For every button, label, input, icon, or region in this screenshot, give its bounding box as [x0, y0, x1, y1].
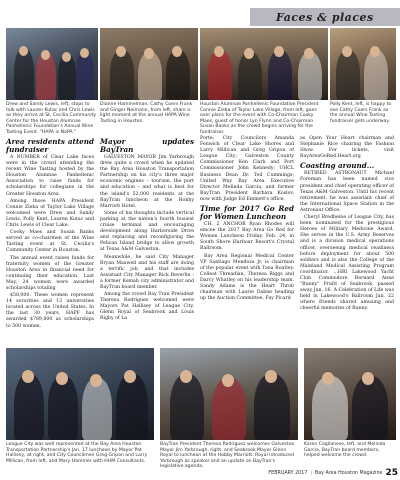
- paragraph: Porte; City Councilors Amanda Fenwick of Clear Lake Shores and Larry Millican and Greg Gripon of League City; Galveston County Commissioner Ken Clark and Port Commissioner John Kennedy; UHCL Business Dean Dr. Ted Cummings; United Way Bay Area Executive Director Melinda Garcia, and former BayTran President Barbara Koslov, now with Judge Ed Emmett's office.: [200, 136, 294, 202]
- paragraph: A NUMBER of Clear Lake faces were in the crowd attending the recent Wine Tasting hosted by the Houston Alumnae Panhellenic Association to raise funds for scholarships for collegians in the Greater Houston Area.: [6, 155, 94, 197]
- paragraph: Among the crowd Bay Tran President Theresa Rodriguez welcomed were Mayors Pat Hallisey of League City, Glenn Royal of Seabrook and Louis Rigby of La: [100, 292, 194, 322]
- paragraph: Among those HAPA President Connie Zieba of Taylor Lake Village welcomed were Drew and Sandy Lewis, Polly Kent, Lauren Kutac and Chris Lewis of Clear Lake.: [6, 198, 94, 229]
- photo-league-city-group: [6, 348, 154, 440]
- caption-kent-frank: Polly Kent, left, is happy to see Cathy Coers Frank as the annual Wine Tasting fundraiser gets underway.: [330, 102, 392, 124]
- caption-baytran-mayors: BayTran President Theresa Rodriguez welcomes Galveston Mayor Jim Yarbrough, right, and Seabrook Mayor Glenn Royal to luncheon at the Hobby Marriott. Royal introduced Yarbrough as speaker and an update on BayTran's legislative agenda.: [160, 442, 295, 470]
- caption-hapa-officers: Houston Alumnae Panhellenic Foundation President Connie Zieba of Taylor Lake Village, from left, goes over plans for the event with Co-Chairman Cooky Maes, guest of honor Lyn Flynn and Co-Chairman Susan Banks as the crowd begins arriving for the fundraiser.: [200, 102, 319, 135]
- section-title: Faces & places: [276, 10, 374, 24]
- caption-coglianese-garcia: Karen Coglianese, left, and Melinda Garcia, BayTran board members, helped welcome the crowd.: [304, 442, 386, 459]
- article-column-1: [6, 136, 94, 331]
- article-heading-coasting: Coasting around...: [300, 161, 375, 171]
- article-heading-go-red: Time for 2017 Go Red for Women Luncheon: [200, 204, 294, 222]
- photo-hapa-officers: [200, 28, 328, 100]
- paragraph: RETIRED ASTRONAUT Michael Foreman has been named vice president and chief operating officer of Texas A&M Galveston. Until his recent retirement, he was assistant chief of the International Space Station in the Astronaut Office.: [300, 171, 394, 213]
- paragraph: CH. 2 ANCHOR Ryan Rhodes will emcee the 2017 Bay Area Go Red for Women Luncheon Friday, Feb. 24, in South Shore Harbour Resort's Crystal Ballroom.: [200, 222, 294, 252]
- caption-league-city-group: League City was well represented at the Bay Area Houston Transportation Partnership's Jan. 17 luncheon by Mayor Pat Hallisey, at right, and City Councilmen Greg Gripon and Larry Millican, from left, and Mary Hammer with HHM Consultants.: [6, 442, 148, 464]
- section-header: [250, 8, 400, 26]
- magazine-name: Bay Area Houston Magazine: [314, 470, 383, 476]
- photo-kent-frank: [330, 28, 396, 100]
- photo-hammelman-group: [100, 28, 198, 100]
- paragraph: Some of his thoughts include vertical parking at the nation's fourth busiest cruise terminal and encouraging development along Harborside Drive and replacing and reconfiguring the Pelican Island bridge to allow growth at Texas A&M Galveston.: [100, 210, 194, 253]
- paragraph: Cheryl Bredbeine of League City, has been nominated for the prestigious Heroes of Military Medicine Award. She serves in the U.S. Army Reserves and is a division medical operations officer, overseeing medical readiness before deployment for about 500 soldiers and is also the College of the Mainland Medical Assisting Program coordinator. ...HRI Lakewood Yacht Club Commodore Bernard Anne "Bunny" Pruitt of Seabrook, passed away Jan. 16. A Celebration of Life was held in Lakewood's Ballroom Jan. 22 where friends shared amusing and cheerful memories of Bunny.: [300, 215, 394, 312]
- photo-baytran-mayors: [160, 348, 298, 440]
- photo-lewis-group: [6, 28, 98, 100]
- paragraph: GALVESTON MAYOR Jim Yarbrough drew quite a crowd when he updated the Bay Area Houston Transportation Partnership on his city's three major economic engines – tourism, the port and education – and what is best for the island's 52,000 residents at the BayTran luncheon at the Hobby Marriott Hotel.: [100, 155, 194, 209]
- article-heading-fundraiser: Area residents attend fundraiser: [6, 137, 94, 154]
- issue-date: FEBRUARY 2017: [268, 470, 308, 476]
- article-column-3: [200, 136, 294, 303]
- page-footer: [150, 468, 398, 478]
- paragraph: Meanwhile, he said City Manager Bryan Maxwell and his staff are doing a terrific job, and that includes Assistant City Manager Rick Beverlin - a former Kemah city administrator and BayTran board member.: [100, 254, 194, 290]
- paragraph: $58,000. These women represent 14 sororities and 13 universities located across the United States. In the last 30 years, HAPF has awarded $789,800 as scholarships to 500 women.: [6, 293, 94, 329]
- photo-coglianese-garcia: [304, 348, 396, 440]
- article-heading-baytran: Mayor updates BayTran: [100, 137, 194, 154]
- caption-hammelman-group: Dianne Hammelman, Cathy Coers Frank and Ginger Neimann, from left, share a light moment at the annual HAPA Wine Tasting in Houston.: [100, 102, 193, 124]
- footer-separator: |: [310, 470, 312, 476]
- article-column-4: [300, 136, 394, 314]
- page-number: 25: [385, 468, 398, 478]
- article-column-2: [100, 136, 194, 324]
- paragraph: as Open Your Heart chairman and Stephanie Rice chairing the Fashion Show. For tickets, visit BayAreaGoRed.Heart.org: [300, 136, 394, 160]
- caption-lewis-group: Drew and Sandy Lewis, left, stops to talk with Lauren Kutac and Chris Lewis as they arrive at St. Cecilia Community Center for the Houston Alumnae Panhellenic Foundation's Annual Wine Tasting Event. "HAPA is NaPA.": [6, 102, 97, 135]
- paragraph: Bay Area Regional Medical Center VP Santiago Mendoza Jr. is chairman of the popular event with Tana Roatley, Colleat Threadian, Theresa Riggs and Darcy Whatley on his leadership team. Sandy Adams is the Heart Throb chairman with Laurie Dabne heading up the Auction Committee, Fay Picard: [200, 253, 294, 302]
- paragraph: The annual event raises funds for fraternity women of the Greater Houston Area in financial need for continuing their education. Last May, 24 women were awarded scholarships totaling: [6, 255, 94, 291]
- paragraph: Cooky Maes and Susan Banks served as co-chairmen of the Wine Tasting event at St. Cecilia's Community Center in Houston.: [6, 230, 94, 254]
